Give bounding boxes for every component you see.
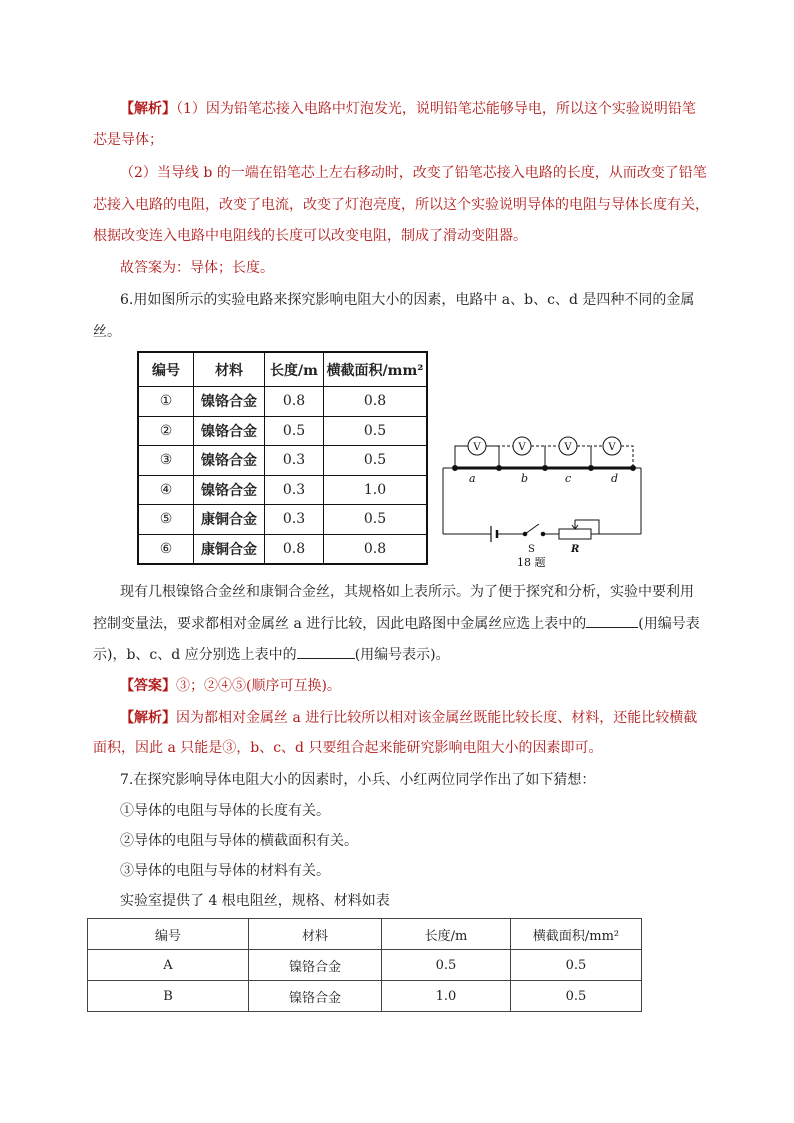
analysis-1-line-5: 根据改变连入电路中电阻线的长度可以改变电阻，制成了滑动变阻器。 [93, 228, 527, 244]
q7-guess-3: ③导体的电阻与导体的材料有关。 [120, 863, 330, 879]
header-cell: 编号 [88, 919, 249, 950]
circuit-diagram [435, 430, 645, 580]
cell-material: 镍铬合金 [194, 475, 265, 505]
cell-material: 镍铬合金 [249, 981, 382, 1012]
cell-area: 0.5 [324, 505, 428, 535]
q6-stem-line-1: 6.用如图所示的实验电路来探究影响电阻大小的因素，电路中 a、b、c、d 是四种不同的金属 [120, 292, 695, 308]
q6-text-part: (用编号表示)。 [354, 647, 450, 663]
answer-blank-1[interactable] [586, 613, 638, 628]
cell-length: 0.8 [265, 534, 324, 564]
table-row [88, 950, 642, 981]
wire-label-d: d [611, 472, 619, 485]
wire-label-a: a [469, 472, 476, 485]
figure-caption: 18 题 [517, 556, 546, 569]
voltmeter-symbol: V [564, 442, 572, 453]
q6-answer [120, 676, 341, 696]
voltmeter-symbol: V [518, 442, 526, 453]
analysis-1-line-1 [120, 99, 696, 119]
voltmeter-a [455, 437, 499, 468]
cell-area: 0.5 [324, 446, 428, 476]
header-cell: 材料 [249, 919, 382, 950]
cell-area: 0.5 [511, 981, 642, 1012]
analysis-1-line-3: （2）当导线 b 的一端在铅笔芯上左右移动时，改变了铅笔芯接入电路的长度，从而改变了铅笔 [120, 165, 707, 181]
header-cell: 长度/m [265, 352, 324, 387]
voltmeter-d [591, 437, 633, 468]
q6-text-line-3 [93, 644, 450, 665]
cell-id: ⑥ [138, 534, 194, 564]
analysis-1-line-2: 芯是导体； [93, 132, 163, 148]
table-row [88, 981, 642, 1012]
q7-lab-text: 实验室提供了 4 根电阻丝，规格、材料如表 [120, 893, 390, 909]
cell-id: ④ [138, 475, 194, 505]
cell-id: ① [138, 387, 194, 417]
analysis-tag: 【解析】 [120, 710, 176, 726]
cell-length: 0.3 [265, 505, 324, 535]
cell-area: 0.8 [324, 387, 428, 417]
header-cell: 横截面积/mm² [324, 352, 428, 387]
table-row [138, 475, 427, 505]
cell-length: 0.3 [265, 475, 324, 505]
answer-conclusion: 故答案为：导体；长度。 [120, 260, 274, 276]
analysis-tag: 【解析】 [120, 101, 176, 117]
table-row [138, 416, 427, 446]
cell-id: A [88, 950, 249, 981]
q6-text-part: 控制变量法，要求都相对金属丝 a 进行比较，因此电路图中金属丝应选上表中的 [93, 616, 587, 632]
cell-id: ⑤ [138, 505, 194, 535]
q7-guess-1: ①导体的电阻与导体的长度有关。 [120, 803, 330, 819]
voltmeter-b [499, 437, 545, 468]
resistor-label: R [571, 544, 580, 555]
switch-icon [523, 524, 545, 536]
switch-label: S [528, 544, 535, 555]
cell-material: 康铜合金 [194, 534, 265, 564]
cell-length: 0.5 [265, 416, 324, 446]
cell-length: 0.5 [382, 950, 511, 981]
analysis-text: （1）因为铅笔芯接入电路中灯泡发光，说明铅笔芯能够导电，所以这个实验说明铅笔 [176, 101, 696, 117]
rheostat-icon [559, 520, 599, 539]
q6-text-line-2 [93, 613, 700, 634]
cell-id: B [88, 981, 249, 1012]
q7-intro: 7.在探究影响导体电阻大小的因素时，小兵、小红两位同学作出了如下猜想： [120, 772, 596, 788]
table-header-row [138, 352, 427, 387]
table-row [138, 534, 427, 564]
cell-length: 0.3 [265, 446, 324, 476]
analysis-text: 因为都相对金属丝 a 进行比较所以相对该金属丝既能比较长度、材料，还能比较横截 [176, 710, 698, 726]
cell-material: 康铜合金 [194, 505, 265, 535]
cell-area: 1.0 [324, 475, 428, 505]
cell-material: 镍铬合金 [249, 950, 382, 981]
cell-area: 0.8 [324, 534, 428, 564]
table-row [138, 446, 427, 476]
cell-area: 0.5 [324, 416, 428, 446]
table-row [138, 505, 427, 535]
header-cell: 材料 [194, 352, 265, 387]
voltmeter-c [545, 437, 591, 468]
cell-length: 0.8 [265, 387, 324, 417]
q6-text-line-1: 现有几根镍铬合金丝和康铜合金丝，其规格如上表所示。为了便于探究和分析，实验中要利用 [120, 584, 694, 600]
q7-guess-2: ②导体的电阻与导体的横截面积有关。 [120, 833, 358, 849]
header-cell: 编号 [138, 352, 194, 387]
wire-label-b: b [521, 472, 529, 485]
q6-text-part: 示)，b、c、d 应分别选上表中的 [93, 647, 297, 663]
answer-tag: 【答案】 [120, 678, 176, 694]
q6-stem-line-2: 丝。 [93, 324, 121, 340]
table-header-row [88, 919, 642, 950]
cell-length: 1.0 [382, 981, 511, 1012]
analysis-1-line-4: 芯接入电路的电阻，改变了电流，改变了灯泡亮度，所以这个实验说明导体的电阻与导体长度有关， [93, 197, 709, 213]
q6-spec-table [137, 351, 428, 565]
answer-text: ③；②④⑤(顺序可互换)。 [176, 678, 341, 694]
q6-analysis-line-2: 面积，因此 a 只能是③，b、c、d 只要组合起来能研究影响电阻大小的因素即可。 [93, 740, 603, 756]
cell-area: 0.5 [511, 950, 642, 981]
header-cell: 横截面积/mm² [511, 919, 642, 950]
cell-id: ③ [138, 446, 194, 476]
cell-material: 镍铬合金 [194, 416, 265, 446]
battery-icon [491, 526, 497, 542]
voltmeter-symbol: V [608, 442, 616, 453]
q7-spec-table [87, 918, 642, 1012]
header-cell: 长度/m [382, 919, 511, 950]
wire-label-c: c [565, 472, 572, 485]
q6-analysis-line-1 [120, 708, 697, 728]
q6-text-part: (用编号表 [638, 616, 700, 632]
voltmeter-symbol: V [473, 442, 481, 453]
table-row [138, 387, 427, 417]
cell-id: ② [138, 416, 194, 446]
cell-material: 镍铬合金 [194, 387, 265, 417]
answer-blank-2[interactable] [297, 644, 355, 659]
cell-material: 镍铬合金 [194, 446, 265, 476]
